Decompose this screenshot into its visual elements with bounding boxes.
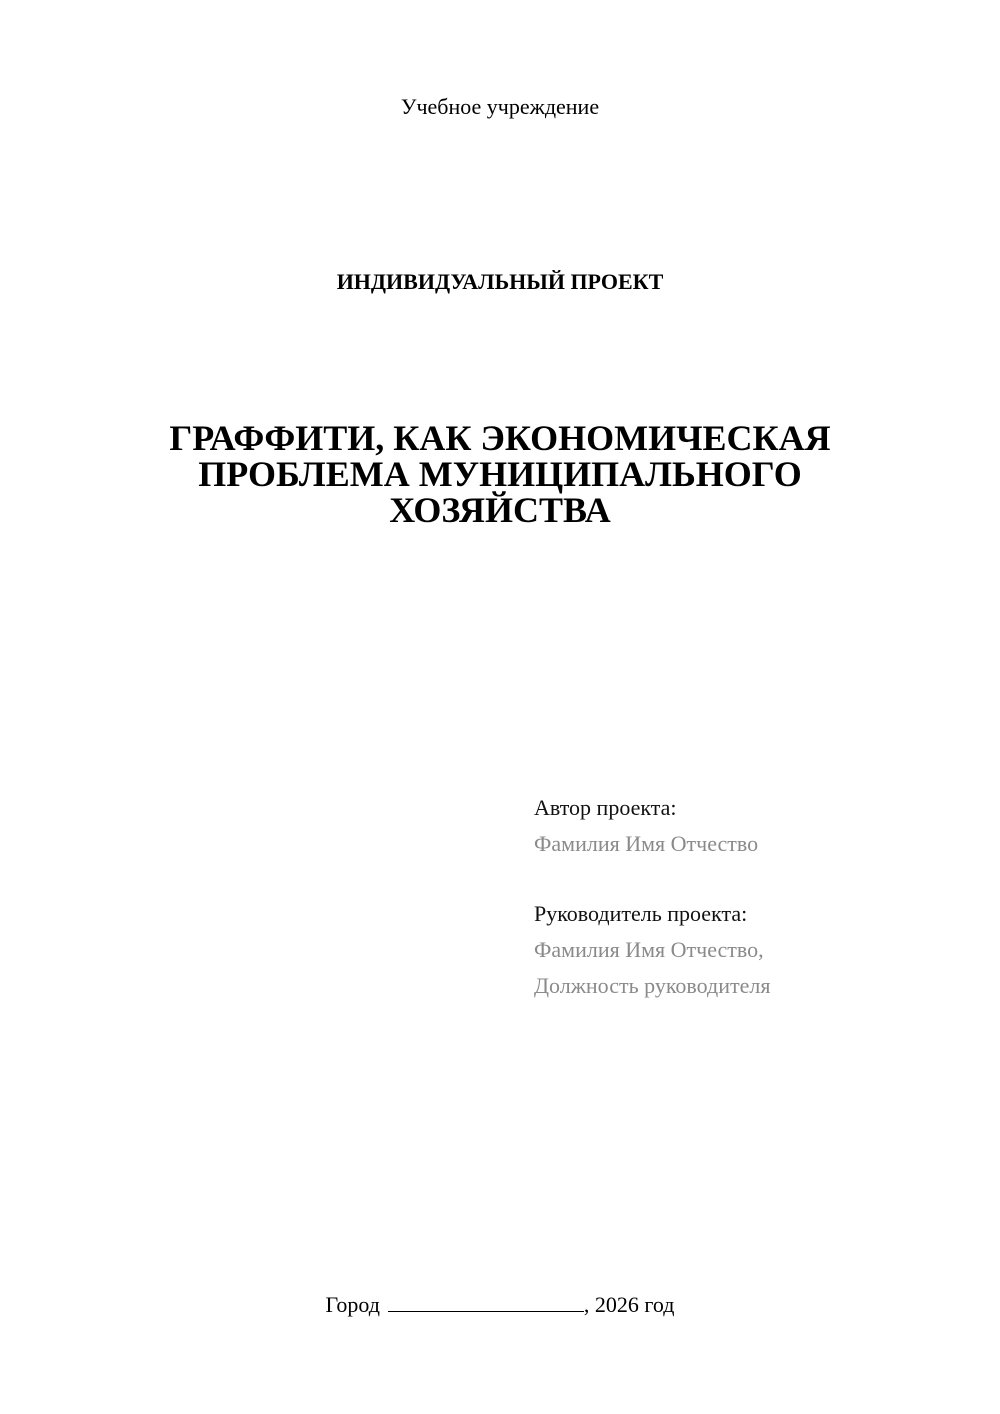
spacer xyxy=(534,862,954,896)
author-label: Автор проекта: xyxy=(534,795,677,820)
city-year-line xyxy=(0,1290,1000,1320)
project-title xyxy=(0,420,1000,528)
supervisor-label: Руководитель проекта: xyxy=(534,901,748,926)
project-title-line: ХОЗЯЙСТВА xyxy=(389,490,611,530)
credits-block xyxy=(534,790,954,1004)
project-type-heading: ИНДИВИДУАЛЬНЫЙ ПРОЕКТ xyxy=(336,269,664,294)
city-label: Город xyxy=(325,1292,380,1317)
supervisor-position-placeholder: Должность руководителя xyxy=(534,973,771,998)
year-text: , 2026 год xyxy=(583,1292,675,1317)
supervisor-name-placeholder: Фамилия Имя Отчество, xyxy=(534,937,764,962)
project-title-line: ГРАФФИТИ, КАК ЭКОНОМИЧЕСКАЯ xyxy=(169,418,831,458)
author-name-placeholder: Фамилия Имя Отчество xyxy=(534,831,759,856)
city-blank-underline xyxy=(388,1291,584,1312)
institution-name: Учебное учреждение xyxy=(400,94,600,119)
project-title-line: ПРОБЛЕМА МУНИЦИПАЛЬНОГО xyxy=(198,454,802,494)
